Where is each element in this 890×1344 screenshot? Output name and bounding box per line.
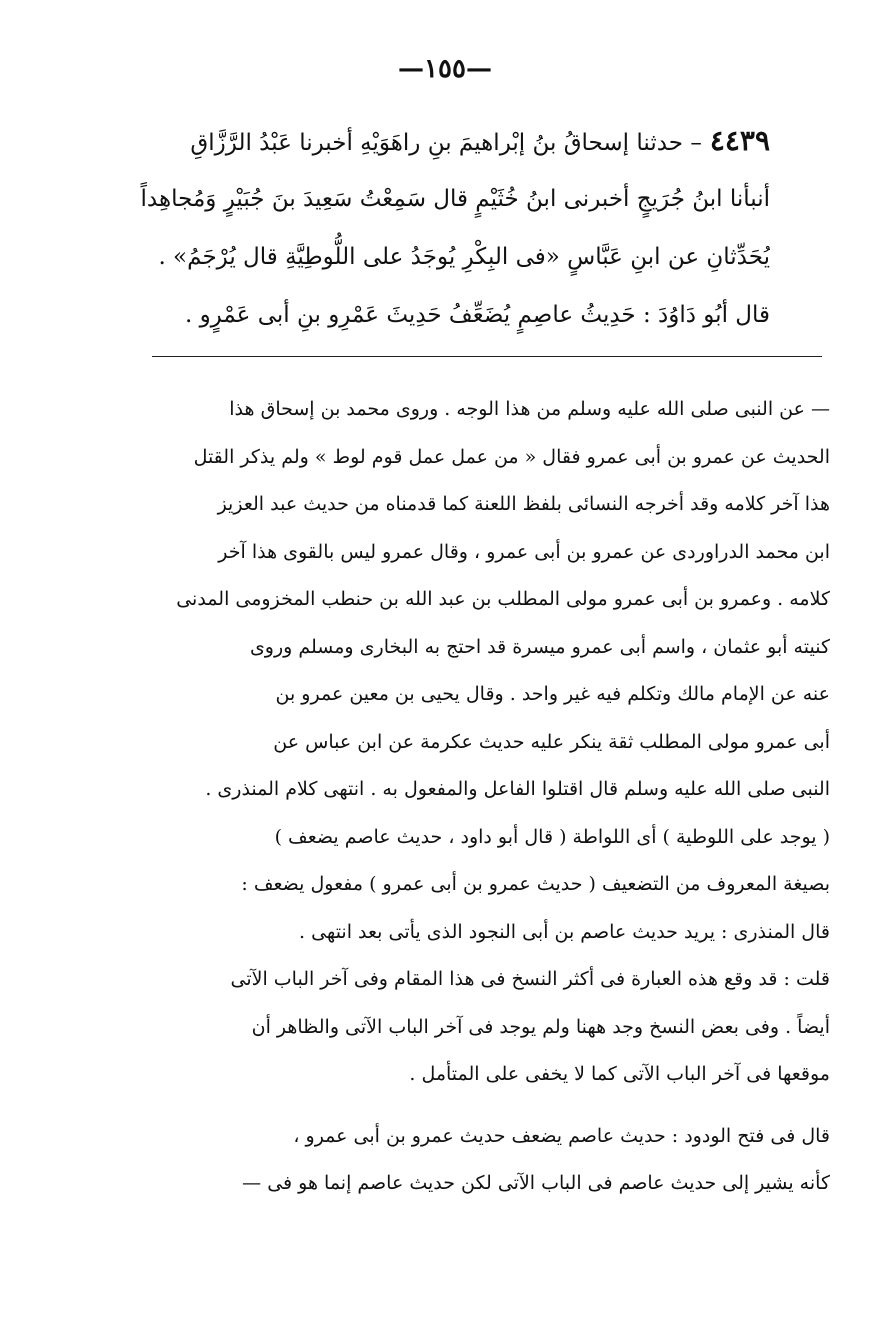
hadith-block (110, 112, 770, 344)
commentary-line: قلت : قد وقع هذه العبارة فى أكثر النسخ فى هذا المقام وفى آخر الباب الآتى (230, 968, 830, 990)
section-divider (152, 356, 822, 357)
commentary-line: ( يوجد على اللوطية ) أى اللواطة ( قال أبو داود ، حديث عاصم يضعف ) (274, 825, 830, 848)
hadith-line (110, 112, 770, 170)
commentary-line: الحديث عن عمرو بن أبى عمرو فقال « من عمل عمل قوم لوط » ولم يذكر القتل (193, 445, 830, 468)
commentary-line: قال المنذرى : يريد حديث عاصم بن أبى النجود الذى يأتى بعد انتهى . (299, 920, 830, 943)
commentary-line: ابن محمد الدراوردى عن عمرو بن أبى عمرو ، وقال عمرو ليس بالقوى هذا آخر (218, 540, 830, 563)
commentary-line: أيضاً . وفى بعض النسخ وجد ههنا ولم يوجد فى آخر الباب الآتى والظاهر أن (251, 1015, 830, 1038)
hadith-text: – حدثنا إسحاقُ بنُ إبْراهيمَ بنِ راهَوَيْهِ أخبرنا عَبْدُ الرَّزَّاقِ (190, 130, 702, 156)
commentary-line: النبى صلى الله عليه وسلم قال اقتلوا الفاعل والمفعول به . انتهى كلام المنذرى . (205, 778, 830, 800)
hadith-line: أنبأنا ابنُ جُرَيجٍ أخبرنى ابنُ خُثَيْمٍ قال سَمِعْتُ سَعِيدَ بنَ جُبَيْرٍ وَمُجاهِداً (140, 186, 770, 212)
commentary-line: موقعها فى آخر الباب الآتى كما لا يخفى على المتأمل . (409, 1063, 830, 1085)
commentary-line: كأنه يشير إلى حديث عاصم فى الباب الآتى لكن حديث عاصم إنما هو فى — (242, 1172, 830, 1194)
hadith-line: يُحَدِّثانِ عن ابنِ عَبَّاسٍ «فى البِكْرِ يُوجَدُ على اللُّوطِيَّةِ قال يُرْجَمُ» . (158, 244, 770, 270)
hadith-line: قال أبُو دَاوُدَ : حَدِيثُ عاصِمٍ يُضَعِّفُ حَدِيثَ عَمْرِو بنِ أبى عَمْرٍو . (184, 302, 770, 328)
page-number: —١٥٥— (398, 54, 492, 84)
commentary-line: كنيته أبو عثمان ، واسم أبى عمرو ميسرة قد احتج به البخارى ومسلم وروى (249, 635, 830, 658)
commentary-line: بصيغة المعروف من التضعيف ( حديث عمرو بن أبى عمرو ) مفعول يضعف : (241, 873, 830, 895)
commentary-line: أبى عمرو مولى المطلب ثقة ينكر عليه حديث عكرمة عن ابن عباس عن (273, 730, 830, 753)
commentary-block (150, 386, 830, 1208)
commentary-line: كلامه . وعمرو بن أبى عمرو مولى المطلب بن عبد الله بن حنطب المخزومى المدنى (176, 588, 830, 610)
commentary-line: — عن النبى صلى الله عليه وسلم من هذا الوجه . وروى محمد بن إسحاق هذا (229, 398, 830, 420)
commentary-line: عنه عن الإمام مالك وتكلم فيه غير واحد . وقال يحيى بن معين عمرو بن (275, 683, 830, 705)
hadith-number: ٤٤٣٩ (709, 124, 770, 157)
commentary-line: هذا آخر كلامه وقد أخرجه النسائى بلفظ اللعنة كما قدمناه من حديث عبد العزيز (217, 493, 830, 515)
commentary-line: قال فى فتح الودود : حديث عاصم يضعف حديث عمرو بن أبى عمرو ، (293, 1124, 830, 1147)
